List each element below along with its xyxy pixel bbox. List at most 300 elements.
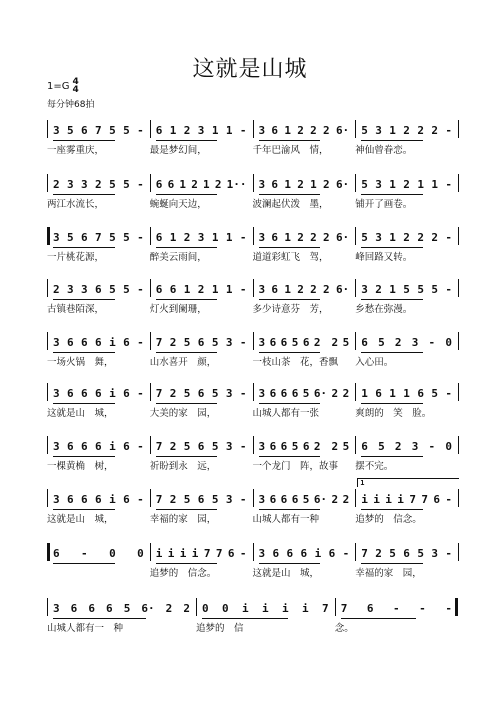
note: -	[445, 282, 452, 296]
barline	[150, 332, 151, 350]
beam-underline	[156, 299, 218, 300]
note: -	[137, 335, 144, 349]
note: 2	[310, 282, 317, 296]
beam-underline	[361, 563, 423, 564]
lyric-line	[47, 458, 458, 472]
note: 3	[67, 282, 74, 296]
note: 2	[323, 230, 330, 244]
note: 6	[272, 546, 280, 560]
notation-line	[47, 277, 458, 299]
note: 2	[342, 492, 350, 506]
notation-line	[47, 381, 458, 403]
note: 5	[67, 230, 74, 244]
measure	[53, 229, 144, 245]
note: 3	[431, 546, 438, 560]
note: 6	[167, 177, 175, 191]
beam-underline	[259, 509, 321, 510]
beam-underline	[361, 194, 423, 195]
note: -	[445, 546, 452, 560]
lyric-line	[47, 354, 458, 368]
note: i	[109, 335, 116, 349]
beam-underline	[156, 352, 218, 353]
note: 1	[284, 123, 291, 137]
key-signature	[47, 78, 79, 94]
measure	[259, 122, 350, 138]
note: 6	[280, 439, 288, 453]
note: 6	[280, 386, 288, 400]
note: 1	[225, 230, 233, 244]
note: i	[281, 601, 289, 615]
lyric-segment: 幸福的家 园，	[149, 514, 217, 525]
note: 3	[53, 601, 60, 615]
note: 5	[291, 439, 299, 453]
note: -	[137, 439, 144, 453]
measure	[156, 385, 247, 401]
note: 1	[183, 282, 191, 296]
note: 0	[445, 439, 452, 453]
barline	[253, 436, 254, 454]
note: 3	[411, 439, 419, 453]
barline	[253, 174, 254, 192]
note: 2	[431, 123, 438, 137]
lyric-segment: 神仙曾眷恋。	[355, 145, 413, 156]
beam-underline	[259, 140, 321, 141]
lyric-segment: 两江水流长，	[47, 199, 105, 210]
note: 3	[53, 123, 60, 137]
lyric-segment: 乡愁在弥漫。	[355, 304, 413, 315]
note: 6	[403, 546, 410, 560]
note: 6·	[335, 230, 350, 244]
barline	[150, 436, 151, 454]
lyric-segment: 这就是山 城，	[252, 568, 320, 579]
beam-underline	[53, 194, 115, 195]
note: -	[137, 282, 144, 296]
note: 3	[258, 386, 266, 400]
note: 5	[211, 335, 219, 349]
note: 5	[123, 230, 130, 244]
beam-underline	[53, 403, 115, 404]
note: 2	[169, 439, 177, 453]
note: 6	[271, 123, 279, 137]
note: -	[445, 601, 452, 615]
notation-line	[47, 479, 458, 509]
note: 6	[95, 335, 102, 349]
note: i	[361, 492, 368, 506]
note: 6	[81, 230, 88, 244]
barline	[355, 174, 356, 192]
barline	[335, 598, 336, 616]
note: 5	[123, 601, 131, 615]
measure	[53, 600, 190, 616]
note: 7	[215, 546, 223, 560]
note: 2	[169, 492, 177, 506]
note: 2	[169, 386, 177, 400]
measure	[156, 438, 247, 454]
note: 6	[300, 546, 308, 560]
note: 5	[183, 492, 191, 506]
note: -	[239, 546, 247, 560]
note: 6	[286, 546, 294, 560]
note: 5	[211, 439, 219, 453]
note: 2	[323, 123, 330, 137]
note: 7	[155, 492, 163, 506]
note: 6	[269, 386, 277, 400]
lyric-segment: 多少诗意芬 芳，	[252, 304, 329, 315]
note: 6	[88, 601, 95, 615]
note: -	[445, 230, 452, 244]
note: 6	[328, 546, 336, 560]
barline	[253, 543, 254, 561]
lyric-segment: 千年巴渝风 情，	[252, 145, 329, 156]
note: 6	[67, 492, 74, 506]
note: 5	[183, 335, 191, 349]
barline	[196, 598, 197, 616]
lyric-segment: 道道彩虹飞 驾，	[252, 252, 329, 263]
note: 5	[361, 230, 368, 244]
note: 6	[95, 439, 102, 453]
lyric-segment: 山城人都有一种	[252, 514, 320, 525]
note: 6	[81, 386, 88, 400]
beam-underline	[156, 140, 218, 141]
note: 3	[375, 123, 382, 137]
note: 7	[155, 439, 163, 453]
time-bottom: 4	[72, 85, 79, 95]
lyric-segment: 一场火锅 舞，	[47, 357, 114, 368]
note: 6	[67, 439, 74, 453]
note: 5	[109, 177, 116, 191]
note: 6	[197, 386, 205, 400]
note: 2	[403, 177, 410, 191]
lyric-segment: 蜿蜒向天边，	[149, 199, 207, 210]
note: i	[385, 492, 392, 506]
note: 3	[258, 335, 266, 349]
beam-underline	[361, 247, 423, 248]
note: 6	[291, 492, 299, 506]
lyric-segment: 祈盼到永 远，	[149, 461, 217, 472]
lyric-line	[47, 565, 458, 579]
measure	[156, 334, 247, 350]
note: -	[239, 230, 247, 244]
note: 1	[169, 123, 177, 137]
notation-line	[47, 541, 458, 563]
notation-line	[47, 434, 458, 456]
note: -	[239, 492, 247, 506]
note: 1	[403, 386, 410, 400]
note: -	[342, 546, 350, 560]
note: 7	[361, 546, 368, 560]
note: 3	[258, 492, 266, 506]
barline	[458, 332, 459, 350]
lyric-segment: 大美的家 园，	[149, 408, 217, 419]
barline	[458, 436, 459, 454]
note: -	[137, 123, 144, 137]
beam-underline	[361, 352, 423, 353]
note: 6	[81, 492, 88, 506]
note: 2	[310, 123, 317, 137]
note: -	[428, 335, 436, 349]
note: 5	[403, 282, 410, 296]
note: 2	[394, 439, 402, 453]
barline	[253, 332, 254, 350]
note: 6	[70, 601, 78, 615]
note: 6·	[313, 386, 328, 400]
note: 3	[258, 123, 266, 137]
measure	[53, 281, 144, 297]
barline	[47, 436, 48, 454]
note: 6	[417, 386, 424, 400]
lyric-segment: 灯火到阑珊，	[149, 304, 207, 315]
note: 6	[81, 123, 88, 137]
notation-line	[47, 330, 458, 352]
note: i	[109, 386, 116, 400]
note: 6	[271, 177, 279, 191]
note: 2	[297, 230, 304, 244]
note: 1	[169, 230, 177, 244]
beam-underline	[53, 618, 146, 619]
lyric-segment: 峰回路又转。	[355, 252, 413, 263]
note: 2	[214, 177, 222, 191]
beam-underline	[53, 509, 115, 510]
note: 1	[389, 282, 396, 296]
note: 2	[417, 123, 424, 137]
note: -	[393, 601, 400, 615]
note: 6	[302, 439, 310, 453]
note: i	[241, 601, 249, 615]
notation-line	[47, 596, 458, 618]
measure	[361, 491, 452, 507]
score-system	[47, 479, 458, 537]
note: 0	[221, 601, 229, 615]
note: 3	[258, 230, 266, 244]
note: 5	[109, 230, 116, 244]
beam-underline	[361, 140, 423, 141]
note: 7	[95, 123, 102, 137]
note: 2	[431, 230, 438, 244]
measure	[53, 176, 144, 192]
note: 6	[155, 282, 163, 296]
note: 2	[417, 230, 424, 244]
note: -	[445, 177, 452, 191]
note: i	[314, 546, 322, 560]
note: 6·	[141, 601, 155, 615]
beam-underline	[53, 247, 115, 248]
note: 2	[394, 335, 402, 349]
barline	[455, 598, 458, 616]
beam-underline	[259, 456, 321, 457]
note: 5	[211, 386, 219, 400]
measure	[53, 438, 144, 454]
note: 2	[297, 282, 304, 296]
note: 6	[197, 439, 205, 453]
note: 6·	[335, 282, 350, 296]
beam-underline	[156, 403, 218, 404]
note: 3	[67, 177, 74, 191]
note: 1	[225, 282, 233, 296]
note: 2	[403, 230, 410, 244]
note: 1	[389, 177, 396, 191]
lyric-segment: 山城人都有一 种	[47, 623, 124, 634]
note: 2	[183, 601, 190, 615]
lyric-line	[47, 405, 458, 419]
note: 2	[191, 177, 198, 191]
note: 0	[137, 546, 144, 560]
note: i	[301, 601, 309, 615]
note: -	[239, 123, 247, 137]
barline	[355, 227, 356, 245]
barline	[47, 543, 50, 561]
note: 5	[302, 492, 310, 506]
note: 6	[269, 335, 277, 349]
note: -	[445, 386, 452, 400]
measure	[202, 600, 329, 616]
beam-underline	[361, 403, 423, 404]
note: 5	[109, 123, 116, 137]
note: 7	[155, 386, 163, 400]
barline	[458, 120, 459, 138]
note: 6	[53, 546, 60, 560]
beam-underline	[361, 299, 423, 300]
note: 1	[203, 177, 210, 191]
note: i	[397, 492, 404, 506]
barline	[150, 489, 151, 507]
note: i	[109, 439, 116, 453]
note: 2	[331, 386, 339, 400]
measure	[156, 491, 247, 507]
note: 2	[403, 123, 410, 137]
note: 6	[95, 492, 102, 506]
barline	[47, 383, 48, 401]
note: 3	[197, 230, 205, 244]
note: 1	[389, 386, 396, 400]
note: 2	[53, 282, 60, 296]
measure	[361, 545, 452, 561]
note: 6	[302, 335, 310, 349]
note: 7	[421, 492, 428, 506]
lyric-segment: 一片桃花源，	[47, 252, 105, 263]
barline	[150, 279, 151, 297]
note: 5	[389, 546, 396, 560]
note: 2	[165, 601, 173, 615]
measure	[259, 281, 350, 297]
measure	[361, 385, 452, 401]
barline	[355, 543, 356, 561]
barline	[355, 436, 356, 454]
note: 1	[417, 177, 424, 191]
note: 3	[375, 177, 382, 191]
lyric-segment: 幸福的家 园，	[355, 568, 422, 579]
note: 2	[183, 123, 191, 137]
note: 3	[81, 177, 88, 191]
note: 2	[375, 546, 382, 560]
note: 6	[155, 230, 163, 244]
beam-underline	[53, 140, 115, 141]
note: 3	[81, 282, 88, 296]
measure	[156, 281, 247, 297]
barline	[355, 279, 356, 297]
beam-underline	[53, 299, 115, 300]
note: 3	[258, 282, 266, 296]
measure	[361, 229, 452, 245]
note: 2 2	[313, 336, 339, 349]
note: 6	[123, 492, 130, 506]
note: 1	[284, 177, 291, 191]
note: 7	[321, 601, 329, 615]
barline	[150, 543, 151, 561]
lyric-segment: 醉美云雨间，	[149, 252, 207, 263]
score-system	[47, 172, 458, 222]
measure	[341, 600, 452, 616]
barline	[355, 383, 356, 401]
note: 3	[375, 230, 382, 244]
beam-underline	[259, 352, 321, 353]
lyric-segment: 一棵黄桷 树，	[47, 461, 114, 472]
barline	[150, 120, 151, 138]
note: 5	[302, 386, 310, 400]
note: 6	[280, 335, 288, 349]
note: 2	[331, 492, 339, 506]
note: -	[419, 601, 426, 615]
measure	[259, 385, 350, 401]
note: 1	[211, 282, 219, 296]
note: 1	[389, 123, 396, 137]
note: i	[191, 546, 199, 560]
note: 2	[297, 123, 304, 137]
beam-underline	[259, 194, 321, 195]
note: 2	[323, 282, 330, 296]
measure	[156, 176, 247, 192]
note: 2	[197, 282, 205, 296]
lyric-line	[47, 249, 458, 263]
note: -	[137, 177, 144, 191]
note: i	[109, 492, 116, 506]
note: -	[137, 230, 144, 244]
barline	[458, 383, 459, 401]
beam-underline	[156, 247, 218, 248]
note: 6	[95, 282, 102, 296]
note: 6	[155, 123, 163, 137]
lyric-segment: 铺开了画卷。	[355, 199, 413, 210]
note: 5	[67, 123, 74, 137]
barline	[458, 489, 459, 507]
lyric-segment: 这就是山 城，	[47, 514, 114, 525]
barline	[458, 543, 459, 561]
lyric-line	[47, 511, 458, 525]
measure	[361, 281, 452, 297]
lyric-segment: 一枝山茶 花，香飘	[252, 357, 339, 368]
note: -	[445, 123, 452, 137]
note: 6	[361, 335, 368, 349]
lyric-segment: 追梦的 信念。	[355, 514, 422, 525]
time-top: 4	[72, 77, 79, 87]
note: 5	[417, 546, 424, 560]
note: 5	[361, 177, 368, 191]
lyric-segment: 这就是山 城，	[47, 408, 114, 419]
barline	[47, 174, 48, 192]
note: 5	[123, 177, 130, 191]
note: 5	[378, 335, 385, 349]
note: 2 2	[313, 440, 339, 453]
note: 5	[342, 439, 350, 453]
beam-underline	[259, 299, 321, 300]
note: 3	[225, 439, 233, 453]
note: -	[239, 439, 247, 453]
beam-underline	[156, 509, 218, 510]
notation-line	[47, 118, 458, 140]
note: 3	[53, 439, 60, 453]
note: 1	[431, 177, 438, 191]
note: -	[428, 439, 436, 453]
lyric-segment: 山城人都有一张	[252, 408, 320, 419]
